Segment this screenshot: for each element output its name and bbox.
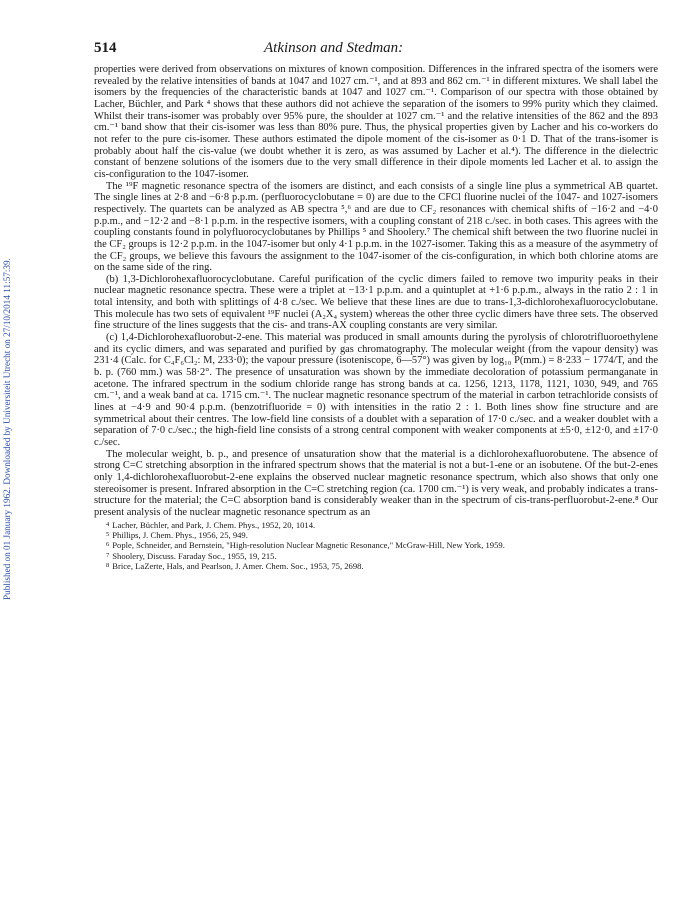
footnote xyxy=(94,520,658,530)
footnote-mark: 4 xyxy=(106,520,110,528)
footnote-mark: 8 xyxy=(106,562,110,570)
paragraph: The ¹⁹F magnetic resonance spectra of the isomers are distinct, and each consists of a single line plus a symmetrical AB quartet. The single lines at 2·8 and −6·8 p.p.m. (perfluorocyclobutane = 0) are due to the CFCl fluorine nuclei of the 1047- and 1027-isomers respectively. The quartets can be analyzed as AB spectra ⁵,⁶ and are due to CF₂ resonances with chemical shifts of −16·2 and −4·0 p.p.m., and −12·2 and −8·1 p.p.m. in the respective isomers, with a coupling constant of 218 c./sec. in both cases. This agrees with the coupling constants found in polyfluorocyclobutanes by Phillips ⁵ and Shoolery.⁷ The chemical shift between the two fluorine nuclei in the CF₂ groups is 12·2 p.p.m. in the 1047-isomer but only 4·1 p.p.m. in the 1027-isomer. Taking this as a measure of the asymmetry of the CF₂ groups, we believe this favours the assignment to the 1047-isomer of the cis-configuration, in which both chlorine atoms are on the same side of the ring. xyxy=(94,180,658,274)
journal-page xyxy=(94,40,658,572)
footnote xyxy=(94,551,658,561)
footnote-text: Pople, Schneider, and Bernstein, "High-resolution Nuclear Magnetic Resonance," McGraw-Hill, New York, 1959. xyxy=(112,540,505,551)
footnote-text: Phillips, J. Chem. Phys., 1956, 25, 949. xyxy=(112,530,248,540)
footnote xyxy=(94,561,658,571)
footnote-text: Shoolery, Discuss. Faraday Soc., 1955, 19, 215. xyxy=(112,550,277,561)
footnote-mark: 5 xyxy=(106,531,110,538)
footnote-text: Brice, LaZerte, Hals, and Pearlson, J. Amer. Chem. Soc., 1953, 75, 2698. xyxy=(112,561,364,572)
footnote-text: Lacher, Büchler, and Park, J. Chem. Phys., 1952, 20, 1014. xyxy=(112,519,316,530)
footnotes xyxy=(94,520,658,572)
download-watermark: Published on 01 January 1962. Downloaded by Universiteit Utrecht on 27/10/2014 11:57:39. xyxy=(2,258,12,600)
page-header xyxy=(94,40,658,60)
article-body xyxy=(94,64,658,519)
footnote xyxy=(94,530,658,540)
paragraph: properties were derived from observations on mixtures of known composition. Differences in the infrared spectra of the isomers were revealed by the relative intensities of bands at 1047 and 1027 cm.⁻¹, and at 893 and 862 cm.⁻¹ in different mixtures. We shall label the isomers by the frequencies of the characteristic bands at 1047 and 1027 cm.⁻¹. Comparison of our spectra with those obtained by Lacher, Büchler, and Park ⁴ shows that these authors did not achieve the separation of the isomers to 99% purity which they claimed. Whilst their trans-isomer was probably over 95% pure, the shoulder at 1027 cm.⁻¹ and the relative intensities of the 862 and the 893 cm.⁻¹ band show that their cis-isomer was less than 80% pure. Thus, the physical properties given by Lacher and his co-workers do not refer to the pure cis-isomer. These authors estimated the dipole moment of the cis-isomer as 0·1 D. That of the trans-isomer is probably about half the cis-value (we doubt whether it is zero, as was assumed by Lacher et al.⁴). The difference in the dielectric constant of benzene solutions of the isomers due to the very small difference in their dipole moments led Lacher et al. to assign the cis-configuration to the 1047-isomer. xyxy=(94,64,658,180)
paragraph: (b) 1,3-Dichlorohexafluorocyclobutane. Careful purification of the cyclic dimers failed to remove two impurity peaks in their nuclear magnetic resonance spectra. These were a triplet at −13·1 p.p.m. and a quintuplet at +1·6 p.p.m., always in the ratio 2 : 1 in total intensity, and both with splittings of 4·8 c./sec. We believe that these lines are due to trans-1,3-dichlorohexafluorocyclobutane. This molecule has two sets of equivalent ¹⁹F nuclei (A₂X₄ system) whereas the other three cyclic dimers have three sets. The observed fine structure of the lines suggests that the cis- and trans-AX coupling constants are very similar. xyxy=(94,273,658,332)
footnote xyxy=(94,540,658,550)
page-number: 514 xyxy=(94,40,117,56)
paragraph: The molecular weight, b. p., and presence of unsaturation show that the material is a dichlorohexafluorobutene. The absence of strong C=C stretching absorption in the infrared spectrum shows that the material is not a but-1-ene or an isobutene. Of the but-2-enes only 1,4-dichlorohexafluorobut-2-ene explains the observed nuclear magnetic resonance spectrum, which also shows that only one stereoisomer is present. Infrared absorption in the C=C stretching region (ca. 1700 cm.⁻¹) is very weak, and probably indicates a trans-structure for the material; the C=C absorption band is considerably weaker than in the spectrum of cis-trans-perfluorobut-2-ene.⁸ Our present analysis of the nuclear magnetic resonance spectrum as an xyxy=(94,448,658,518)
paragraph: (c) 1,4-Dichlorohexafluorobut-2-ene. This material was produced in small amounts during the pyrolysis of chlorotrifluoroethylene and its cyclic dimers, and was separated and purified by gas chromatography. The molecular weight (from the vapour density) was 231·4 (Calc. for C₄F₆Cl₂: M, 233·0); the vapour pressure (isoteniscope, 6—57°) was given by log₁₀ P(mm.) = 8·233 − 1774/T, and the b. p. (760 mm.) was 58·2°. The presence of unsaturation was shown by the immediate decoloration of potassium permanganate in acetone. The infrared spectrum in the sodium chloride range has strong bands at ca. 1256, 1213, 1178, 1121, 1030, 949, and 765 cm.⁻¹, and a weak band at ca. 1715 cm.⁻¹. The nuclear magnetic resonance spectrum of the material in carbon tetrachloride consists of lines at −4·9 and 90·4 p.p.m. (benzotrifluoride = 0) with intensities in the ratio 2 : 1. Both lines show fine structure and are symmetrical about their centres. The low-field line consists of a doublet with a separation of 17·0 c./sec. and a weaker doublet with a separation of 7·0 c./sec.; the high-field line consists of a strong central component with weaker components at ±5·0, ±12·0, and ±17·0 c./sec. xyxy=(94,332,658,448)
footnote-mark: 6 xyxy=(106,541,110,549)
running-title: Atkinson and Stedman: xyxy=(264,40,404,56)
footnote-mark: 7 xyxy=(106,551,110,559)
